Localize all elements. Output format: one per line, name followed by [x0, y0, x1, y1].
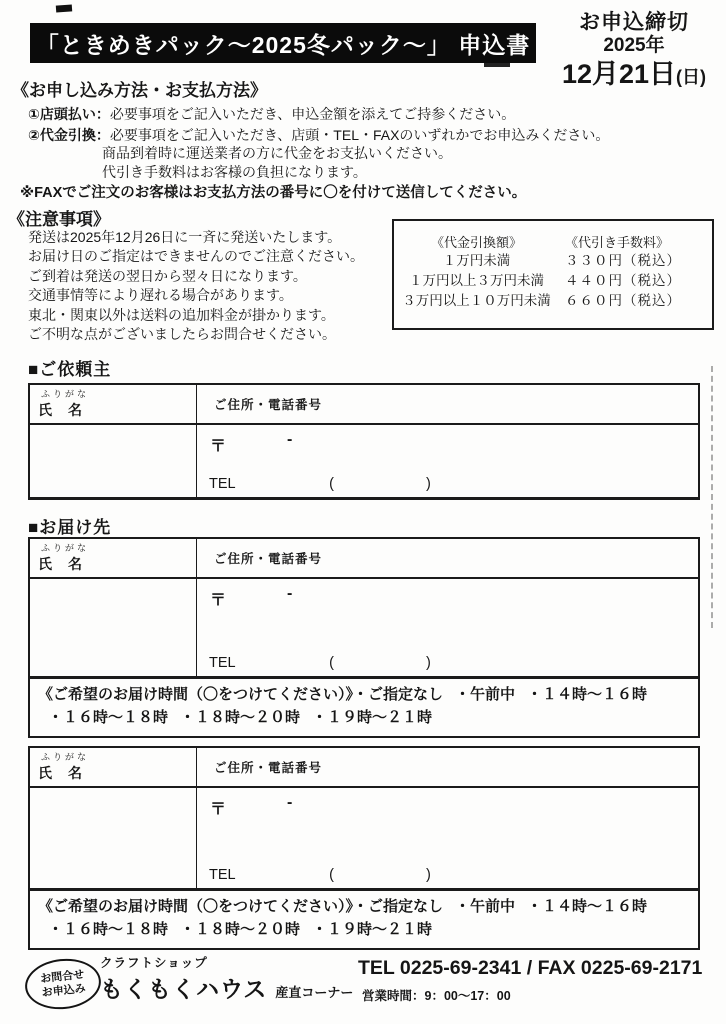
time-preference-row[interactable] [30, 888, 698, 948]
title-banner [30, 23, 536, 63]
fax-note: ※FAXでご注文のお客様はお支払方法の番号に〇を付けて送信してください。 [20, 185, 527, 201]
address-header-cell: ご住所・電話番号 [214, 398, 323, 412]
time-option[interactable]: ・午前中 [455, 686, 516, 703]
postal-mark: 〒 [210, 801, 227, 818]
tel-label: TEL [209, 867, 236, 883]
name-input-area[interactable] [30, 788, 197, 888]
notes-list [28, 228, 364, 344]
tel-paren-close: ) [425, 476, 431, 492]
method-item-1 [28, 104, 515, 124]
contact-oval-stamp [23, 955, 104, 1013]
time-heading: 《ご希望のお届け時間（〇をつけてください）》 [38, 686, 354, 703]
method-2-label: ②代金引換： [28, 127, 110, 143]
name-header-cell [30, 748, 197, 786]
fee-row [394, 251, 712, 271]
tel-paren-open: ( [329, 655, 334, 671]
scan-artifact [484, 63, 510, 67]
fee-amount-header: 《代金引換額》 [430, 235, 522, 250]
time-option[interactable]: ・ご指定なし [353, 686, 444, 703]
tel-paren-close: ) [425, 867, 431, 883]
deadline-year: 2025年 [603, 35, 665, 57]
tel-label: TEL [209, 655, 236, 671]
time-option[interactable]: ・１４時～１６時 [527, 898, 648, 915]
tel-row [209, 867, 431, 883]
note-line: 発送は2025年12月26日に一斉に発送いたします。 [28, 229, 342, 245]
method-2-text: 必要事項をご記入いただき、店頭・TEL・FAXのいずれかでお申込みください。 [109, 127, 610, 143]
fee-value: ３３０円（税込） [565, 253, 681, 268]
furigana-label: ふりがな [41, 389, 90, 399]
tel-row [209, 476, 431, 492]
fee-range: １万円未満 [442, 253, 511, 268]
table-header-row [30, 748, 698, 788]
fee-row [394, 291, 712, 311]
fee-value: ６６０円（税込） [565, 293, 681, 308]
time-option[interactable]: ・ご指定なし [353, 898, 444, 915]
fee-value: ４４０円（税込） [565, 273, 681, 288]
time-line-1 [38, 895, 692, 918]
time-option[interactable]: ・午前中 [455, 898, 516, 915]
name-label: 氏 名 [38, 556, 83, 572]
postal-mark: 〒 [210, 592, 227, 609]
tel-label: TEL [209, 476, 236, 492]
deadline-block [545, 10, 723, 90]
table-body-row [30, 788, 698, 888]
time-option[interactable]: ・１６時～１８時 [48, 709, 169, 726]
name-header-cell [30, 539, 197, 577]
name-label: 氏 名 [38, 765, 83, 781]
time-option[interactable]: ・１８時～２０時 [180, 709, 301, 726]
name-input-area[interactable] [30, 425, 197, 497]
shop-corner: 産直コーナー [275, 985, 354, 1000]
business-hours: 営業時間：9：00～17：00 [362, 989, 511, 1003]
oval-line-2: お申込み [41, 982, 87, 1000]
tel-fax-line: TEL 0225-69-2341 / FAX 0225-69-2171 [358, 957, 703, 979]
deadline-label: お申込締切 [579, 11, 689, 34]
table-header-row [30, 385, 698, 425]
deadline-weekday: (日) [676, 66, 707, 87]
scan-artifact-dashed-line [711, 366, 713, 628]
method-2-continuation-1: 商品到着時に運送業者の方に代金をお支払いください。 [102, 145, 452, 161]
note-line: 交通事情等により遅れる場合があります。 [28, 287, 293, 304]
fee-range: ３万円以上１０万円未満 [402, 293, 551, 308]
tel-paren-open: ( [329, 867, 334, 883]
table-header-row [30, 539, 698, 579]
time-option[interactable]: ・１６時～１８時 [48, 921, 169, 938]
method-2-continuation-2: 代引き手数料はお客様の負担になります。 [102, 164, 367, 180]
furigana-label: ふりがな [41, 752, 90, 762]
notes-heading: 《注意事項》 [8, 210, 110, 229]
postal-dash: - [287, 431, 293, 448]
shop-block [100, 953, 353, 1004]
name-input-area[interactable] [30, 579, 197, 676]
time-option[interactable]: ・１９時～２１時 [312, 921, 433, 938]
scan-artifact [56, 4, 72, 12]
postal-dash: - [287, 585, 293, 602]
address-input-area[interactable] [197, 579, 698, 676]
time-preference-row[interactable] [30, 676, 698, 736]
address-input-area[interactable] [197, 425, 698, 497]
postal-mark: 〒 [210, 438, 227, 455]
fee-header-row [394, 232, 712, 251]
note-line: お届け日のご指定はできませんのでご注意ください。 [28, 248, 364, 265]
delivery-heading: ■お届け先 [28, 518, 112, 537]
address-header-cell: ご住所・電話番号 [214, 761, 323, 775]
note-line: 東北・関東以外は送料の追加料金が掛かります。 [28, 306, 335, 323]
fee-charge-header: 《代引き手数料》 [565, 235, 670, 250]
note-line: ご不明な点がございましたらお問合せください。 [28, 326, 336, 343]
requester-table [28, 383, 700, 500]
delivery-table-2 [28, 746, 700, 950]
shop-type: クラフトショップ [100, 956, 208, 970]
tel-paren-open: ( [329, 476, 334, 492]
name-label: 氏 名 [38, 402, 83, 418]
fee-row [394, 271, 712, 291]
form-title: 「ときめきパック～2025冬パック～」 申込書 [35, 31, 531, 58]
requester-heading: ■ご依頼主 [28, 360, 112, 379]
time-option[interactable]: ・１９時～２１時 [312, 709, 433, 726]
address-header-cell: ご住所・電話番号 [214, 552, 323, 566]
table-body-row [30, 579, 698, 676]
methods-heading: 《お申し込み方法・お支払方法》 [12, 81, 267, 100]
time-line-2 [38, 918, 692, 941]
oval-line-1: お問合せ [39, 968, 85, 986]
time-option[interactable]: ・１８時～２０時 [180, 921, 301, 938]
tel-paren-close: ) [425, 655, 431, 671]
furigana-label: ふりがな [41, 543, 90, 553]
time-heading: 《ご希望のお届け時間（〇をつけてください）》 [38, 898, 354, 915]
note-line: ご到着は発送の翌日から翌々日になります。 [28, 267, 307, 284]
deadline-date: 12月21日(日) [561, 58, 707, 89]
time-line-2 [38, 706, 692, 729]
name-header-cell [30, 385, 197, 423]
method-1-text: 必要事項をご記入いただき、申込金額を添えてご持参ください。 [109, 106, 516, 122]
table-body-row [30, 425, 698, 497]
cod-fee-box [392, 219, 714, 330]
shop-name: もくもくハウス [100, 976, 268, 1002]
delivery-table-1 [28, 537, 700, 738]
fee-range: １万円以上３万円未満 [409, 273, 544, 288]
tel-row [209, 655, 431, 671]
method-1-label: ①店頭払い： [28, 106, 110, 122]
address-input-area[interactable] [197, 788, 698, 888]
postal-dash: - [287, 794, 293, 811]
method-item-2 [28, 125, 609, 145]
time-option[interactable]: ・１４時～１６時 [527, 686, 648, 703]
time-line-1 [38, 683, 692, 706]
